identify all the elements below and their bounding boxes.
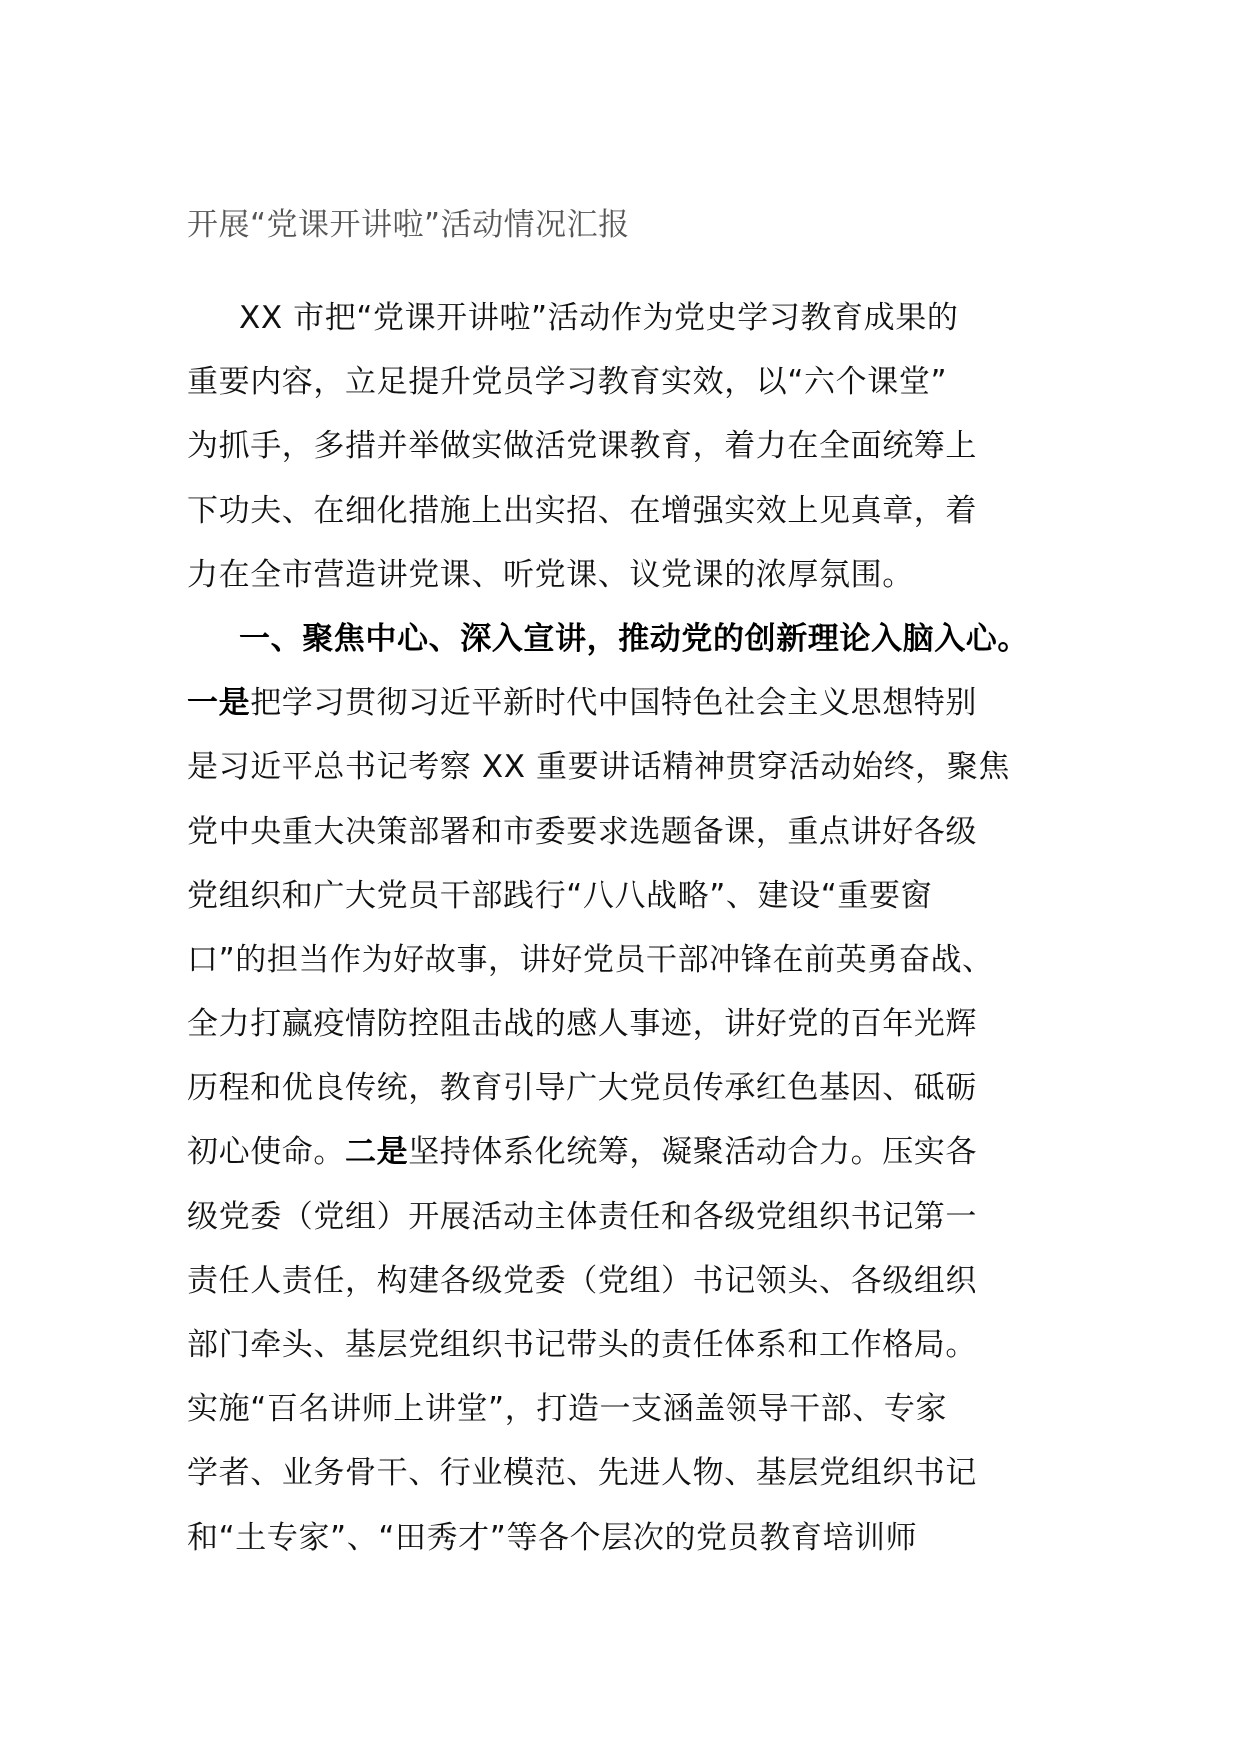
point-lead: 二是 xyxy=(345,1134,409,1171)
line-text: 学者、业务骨干、行业模范、先进人物、基层党组织书记 xyxy=(187,1455,977,1492)
paragraph-line xyxy=(187,1185,1067,1249)
line-text: 党组织和广大党员干部践行“八八战略”、建设“重要窗 xyxy=(187,877,933,914)
section-heading-text: 一、聚焦中心、深入宣讲，推动党的创新理论入脑入心。 xyxy=(239,620,1029,657)
paragraph-line xyxy=(187,286,1067,350)
paragraph-line xyxy=(187,350,1067,414)
paragraph-line xyxy=(187,1120,1067,1184)
line-text: 部门牵头、基层党组织书记带头的责任体系和工作格局。 xyxy=(187,1327,977,1363)
document-title: 开展“党课开讲啦”活动情况汇报 xyxy=(187,207,630,243)
line-text: 历程和优良传统，教育引导广大党员传承红色基因、砥砺 xyxy=(187,1070,977,1107)
line-text: 初心使命。 xyxy=(187,1134,345,1171)
line-text: 责任人责任，构建各级党委（党组）书记领头、各级组织 xyxy=(187,1262,977,1299)
line-text: 全力打赢疫情防控阻击战的感人事迹，讲好党的百年光辉 xyxy=(187,1006,977,1043)
section-heading xyxy=(187,607,1067,671)
line-text: 力在全市营造讲党课、听党课、议党课的浓厚氛围。 xyxy=(187,556,914,593)
line-text: 和“土专家”、“田秀才”等各个层次的党员教育培训师 xyxy=(187,1519,918,1556)
paragraph-line xyxy=(187,800,1067,864)
paragraph-line xyxy=(187,1313,1067,1377)
line-text: 实施“百名讲师上讲堂”，打造一支涵盖领导干部、专家 xyxy=(187,1391,948,1428)
paragraph-line xyxy=(187,543,1067,607)
point-lead: 一是 xyxy=(187,685,251,722)
paragraph-line xyxy=(187,1377,1067,1441)
document-body xyxy=(187,286,1067,1570)
line-text: 重要内容，立足提升党员学习教育实效，以“六个课堂” xyxy=(187,364,948,401)
paragraph-line xyxy=(187,992,1067,1056)
line-text: 级党委（党组）开展活动主体责任和各级党组织书记第一 xyxy=(187,1198,977,1235)
paragraph-line xyxy=(187,928,1067,992)
line-text: 把学习贯彻习近平新时代中国特色社会主义思想特别 xyxy=(250,685,978,722)
line-text: 下功夫、在细化措施上出实招、在增强实效上见真章，着 xyxy=(187,492,977,529)
paragraph-line xyxy=(187,735,1067,799)
line-text: 口”的担当作为好故事，讲好党员干部冲锋在前英勇奋战、 xyxy=(187,941,994,978)
line-text: 党中央重大决策部署和市委要求选题备课，重点讲好各级 xyxy=(187,813,977,850)
paragraph-line xyxy=(187,864,1067,928)
paragraph-line xyxy=(187,414,1067,478)
paragraph-line xyxy=(187,479,1067,543)
paragraph-line xyxy=(187,1441,1067,1505)
line-text: 为抓手，多措并举做实做活党课教育，着力在全面统筹上 xyxy=(187,428,977,465)
paragraph-line xyxy=(187,1506,1067,1570)
paragraph-line xyxy=(187,671,1067,735)
line-text: XX 市把“党课开讲啦”活动作为党史学习教育成果的 xyxy=(239,300,959,336)
paragraph-line xyxy=(187,1249,1067,1313)
paragraph-line xyxy=(187,1056,1067,1120)
line-text: 是习近平总书记考察 XX 重要讲话精神贯穿活动始终，聚焦 xyxy=(187,749,1010,786)
line-text: 坚持体系化统筹，凝聚活动合力。压实各 xyxy=(408,1134,978,1171)
